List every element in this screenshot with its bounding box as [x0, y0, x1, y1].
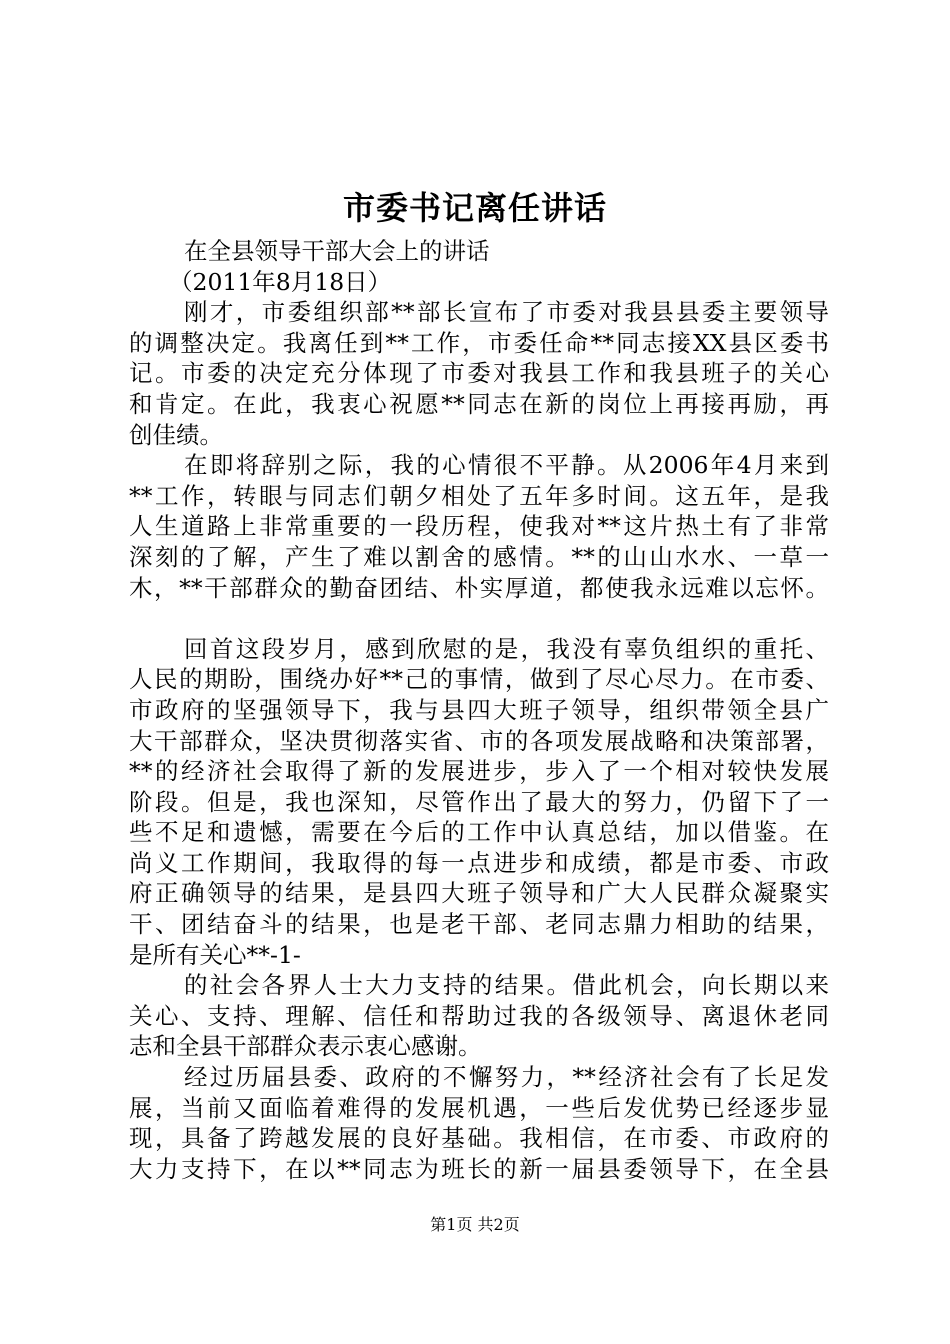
text-line: 现，具备了跨越发展的良好基础。我相信，在市委、市政府的 — [129, 1124, 829, 1153]
text-line: 尚义工作期间，我取得的每一点进步和成绩，都是市委、市政 — [129, 848, 829, 877]
document-paragraphs — [129, 297, 829, 1184]
text-line: **的经济社会取得了新的发展进步，步入了一个相对较快发展 — [129, 757, 829, 786]
page-footer: 第1页 共2页 — [430, 1215, 520, 1234]
text-line: 刚才，市委组织部**部长宣布了市委对我县县委主要领导 — [184, 298, 829, 327]
text-line: 在即将辞别之际，我的心情很不平静。从2006年4月来到 — [184, 451, 829, 480]
text-line — [129, 603, 829, 634]
text-line: 大力支持下，在以**同志为班长的新一届县委领导下，在全县 — [129, 1154, 829, 1183]
text-line: 大干部群众，坚决贯彻落实省、市的各项发展战略和决策部署， — [129, 726, 829, 755]
text-line: 人生道路上非常重要的一段历程，使我对**这片热土有了非常 — [129, 512, 829, 541]
text-line: 府正确领导的结果，是县四大班子领导和广大人民群众凝聚实 — [129, 879, 829, 908]
document-subtitle: 在全县领导干部大会上的讲话 — [184, 237, 490, 265]
document-body — [129, 236, 829, 1184]
text-line: 人民的期盼，围绕办好**己的事情，做到了尽心尽力。在市委、 — [129, 665, 829, 694]
text-line: 回首这段岁月，感到欣慰的是，我没有辜负组织的重托、 — [184, 634, 829, 663]
text-line: 市政府的坚强领导下，我与县四大班子领导，组织带领全县广 — [129, 695, 829, 724]
document-title: 市委书记离任讲话 — [342, 189, 607, 227]
text-line: 志和全县干部群众表示衷心感谢。 — [129, 1032, 482, 1061]
text-line: 木，**干部群众的勤奋团结、朴实厚道，都使我永远难以忘怀。 — [129, 573, 829, 602]
text-line: 些不足和遗憾，需要在今后的工作中认真总结，加以借鉴。在 — [129, 818, 829, 847]
text-line: 经过历届县委、政府的不懈努力，**经济社会有了长足发 — [184, 1063, 829, 1092]
text-line: 的调整决定。我离任到**工作，市委任命**同志接XX县区委书 — [129, 328, 829, 357]
document-date: （2011年8月18日） — [169, 267, 392, 296]
text-line: 的社会各界人士大力支持的结果。借此机会，向长期以来 — [184, 971, 829, 1000]
text-line: 干、团结奋斗的结果，也是老干部、老同志鼎力相助的结果， — [129, 910, 829, 939]
text-line: 和肯定。在此，我衷心祝愿**同志在新的岗位上再接再励，再 — [129, 389, 829, 418]
text-line: 展，当前又面临着难得的发展机遇，一些后发优势已经逐步显 — [129, 1093, 829, 1122]
text-line: **工作，转眼与同志们朝夕相处了五年多时间。这五年，是我 — [129, 481, 829, 510]
text-line: 关心、支持、理解、信任和帮助过我的各级领导、离退休老同 — [129, 1001, 829, 1030]
text-line: 记。市委的决定充分体现了市委对我县工作和我县班子的关心 — [129, 359, 829, 388]
text-line: 创佳绩。 — [129, 420, 223, 449]
text-line: 是所有关心**-1- — [129, 940, 301, 969]
text-line: 阶段。但是，我也深知，尽管作出了最大的努力，仍留下了一 — [129, 787, 829, 816]
text-line: 深刻的了解，产生了难以割舍的感情。**的山山水水、一草一 — [129, 542, 829, 571]
